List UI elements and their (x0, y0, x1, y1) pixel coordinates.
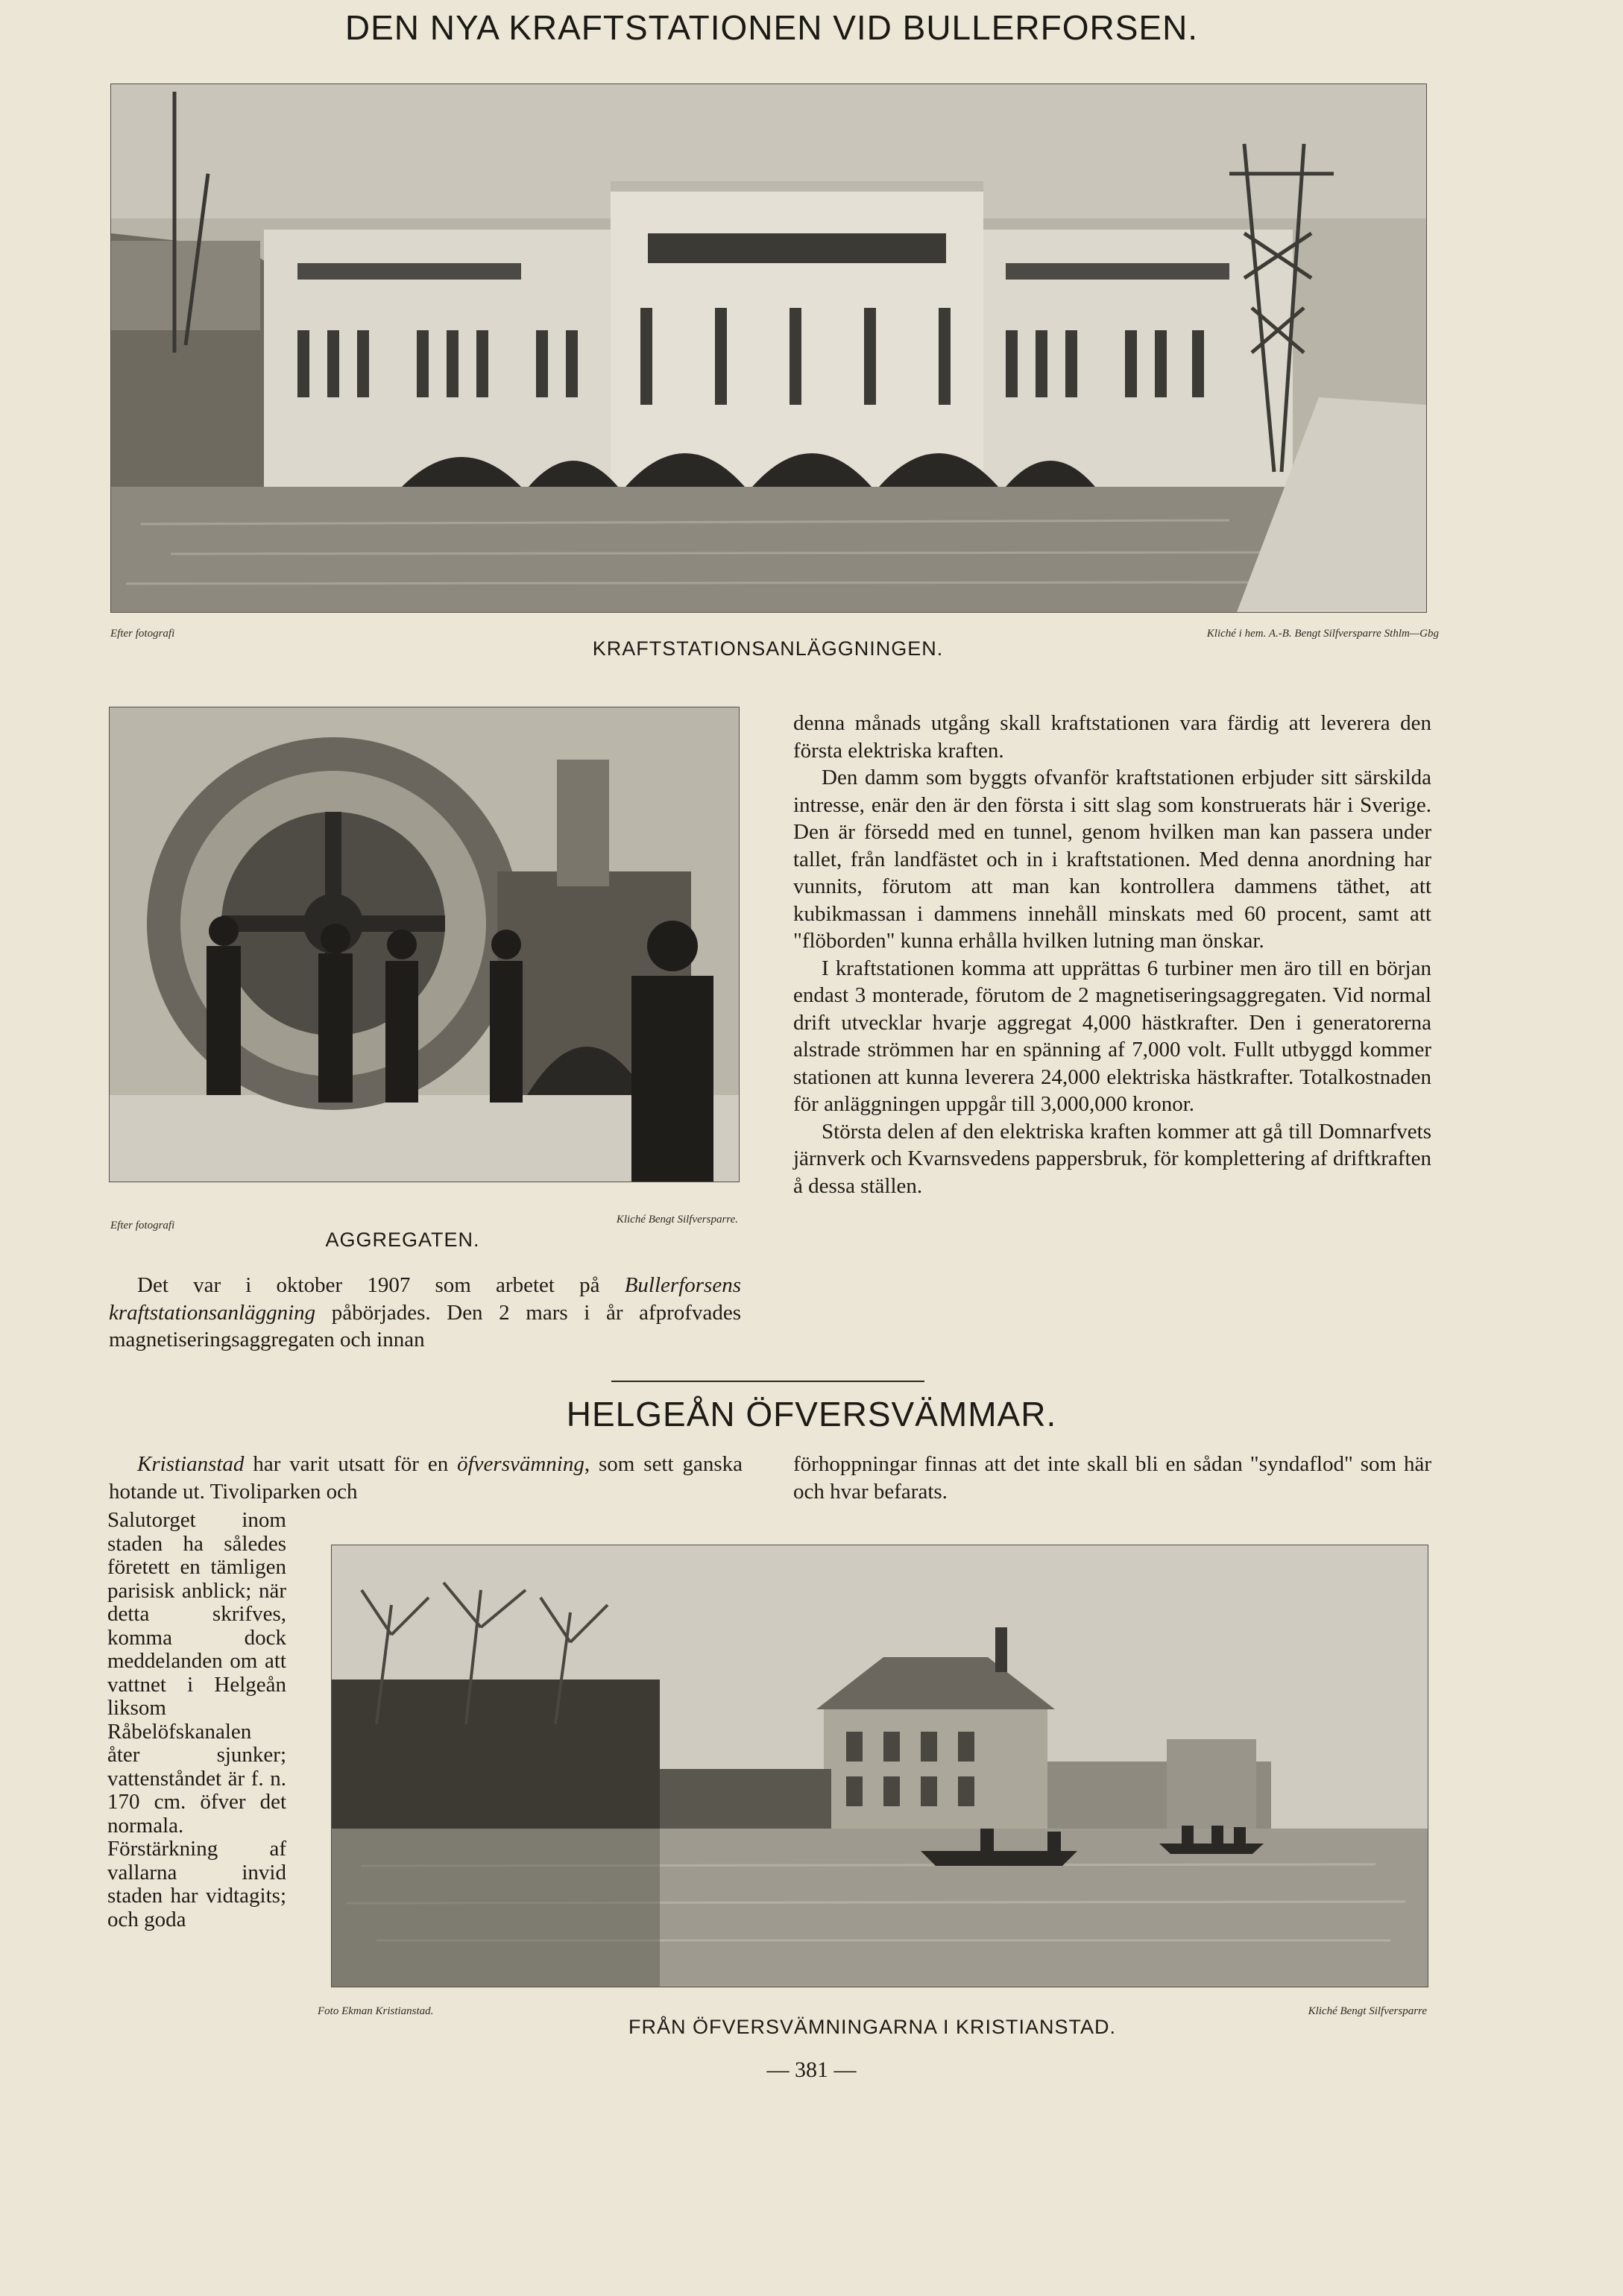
engraver-credit: Kliché Bengt Silfversparre (1308, 2005, 1427, 2017)
article-paragraph: Kristianstad har varit utsatt för en öfversvämning, som sett ganska hotande ut. Tivoliparken och (109, 1452, 743, 1504)
photo-credit: Foto Ekman Kristianstad. (318, 2005, 434, 2017)
figure-caption: FRÅN ÖFVERSVÄMNINGARNA I KRISTIANSTAD. (628, 2016, 1117, 2038)
figure-caption: AGGREGATEN. (325, 1229, 480, 1251)
article-paragraph: Den damm som byggts ofvanför kraftstationen erbjuder sitt särskilda intresse, enär den är den första i sitt slag som konstruerats här i Sverige. Den är försedd med en tunnel, genom hvilken man kan passera under tallet, från landfästet och in i kraftstationen. Med denna anordning har vunnits, förutom att man kan kontrollera dammens täthet, att kubikmassan i dammens innehåll minskats med 60 procent, samt att "flöborden" kunna erhålla hvilken lutning man önskar. (793, 766, 1431, 953)
article2-text-right (793, 1451, 1431, 1505)
article2-text-left (109, 1451, 743, 1505)
engraver-credit: Kliché i hem. A.-B. Bengt Silfversparre Sthlm—Gbg (1206, 628, 1439, 640)
photo-credit: Efter fotografi (110, 1220, 175, 1231)
power-station-photo (110, 83, 1427, 613)
figure-caption: KRAFTSTATIONSANLÄGGNINGEN. (592, 637, 944, 660)
article-paragraph: denna månads utgång skall kraftstationen vara färdig att leverera den första elektriska kraften. (793, 711, 1431, 763)
section-divider (611, 1381, 924, 1382)
page-title: DEN NYA KRAFTSTATIONEN VID BULLERFORSEN. (344, 8, 1199, 47)
article-paragraph: förhoppningar finnas att det inte skall bli en sådan "syndaflod" som här och hvar befarats. (793, 1452, 1431, 1504)
flood-photo (331, 1545, 1428, 1987)
flood-illustration (332, 1545, 1428, 1987)
article-paragraph: Salutorget inom staden ha således företett en tämligen parisisk anblick; när detta skrifves, komma dock meddelanden om att vattnet i Helgeån liksom Råbelöfskanalen åter sjunker; vattenståndet är f. n. 170 cm. öfver det normala. Förstärkning af vallarna invid staden har vidtagits; och goda (107, 1508, 286, 1931)
article-text-right (793, 710, 1431, 1199)
article-paragraph: Största delen af den elektriska kraften kommer att gå till Domnarfvets järnverk och Kvarnsvedens pappersbruk, för komplettering af driftkraften å dessa ställen. (793, 1119, 1431, 1198)
aggregates-photo (109, 707, 740, 1182)
article2-narrow-column (107, 1509, 286, 1931)
section-heading: HELGEÅN ÖFVERSVÄMMAR. (566, 1395, 1057, 1434)
aggregates-illustration (110, 707, 739, 1182)
page-number: — 381 — (766, 2057, 857, 2082)
engraver-credit: Kliché Bengt Silfversparre. (616, 1214, 738, 1226)
photo-credit: Efter fotografi (110, 628, 175, 640)
article-paragraph: I kraftstationen komma att upprättas 6 turbiner men äro till en början endast 3 monterade, förutom de 2 magnetiseringsaggregaten. Vid normal drift utvecklar hvarje aggregat 4,000 hästkrafter. Den i generatorerna alstrade strömmen har en spänning af 7,000 volt. Fullt utbyggd kommer stationen att kunna leverera 24,000 elektriska hästkrafter. Totalkostnaden för anläggningen uppgår till 3,000,000 kronor. (793, 956, 1431, 1116)
article-text-left (109, 1272, 741, 1354)
power-station-illustration (111, 84, 1426, 612)
article-paragraph: Det var i oktober 1907 som arbetet på Bullerforsens kraftstationsanläggning påbörjades. Den 2 mars i år afprofvades magnetiseringsaggregaten och innan (109, 1273, 741, 1352)
